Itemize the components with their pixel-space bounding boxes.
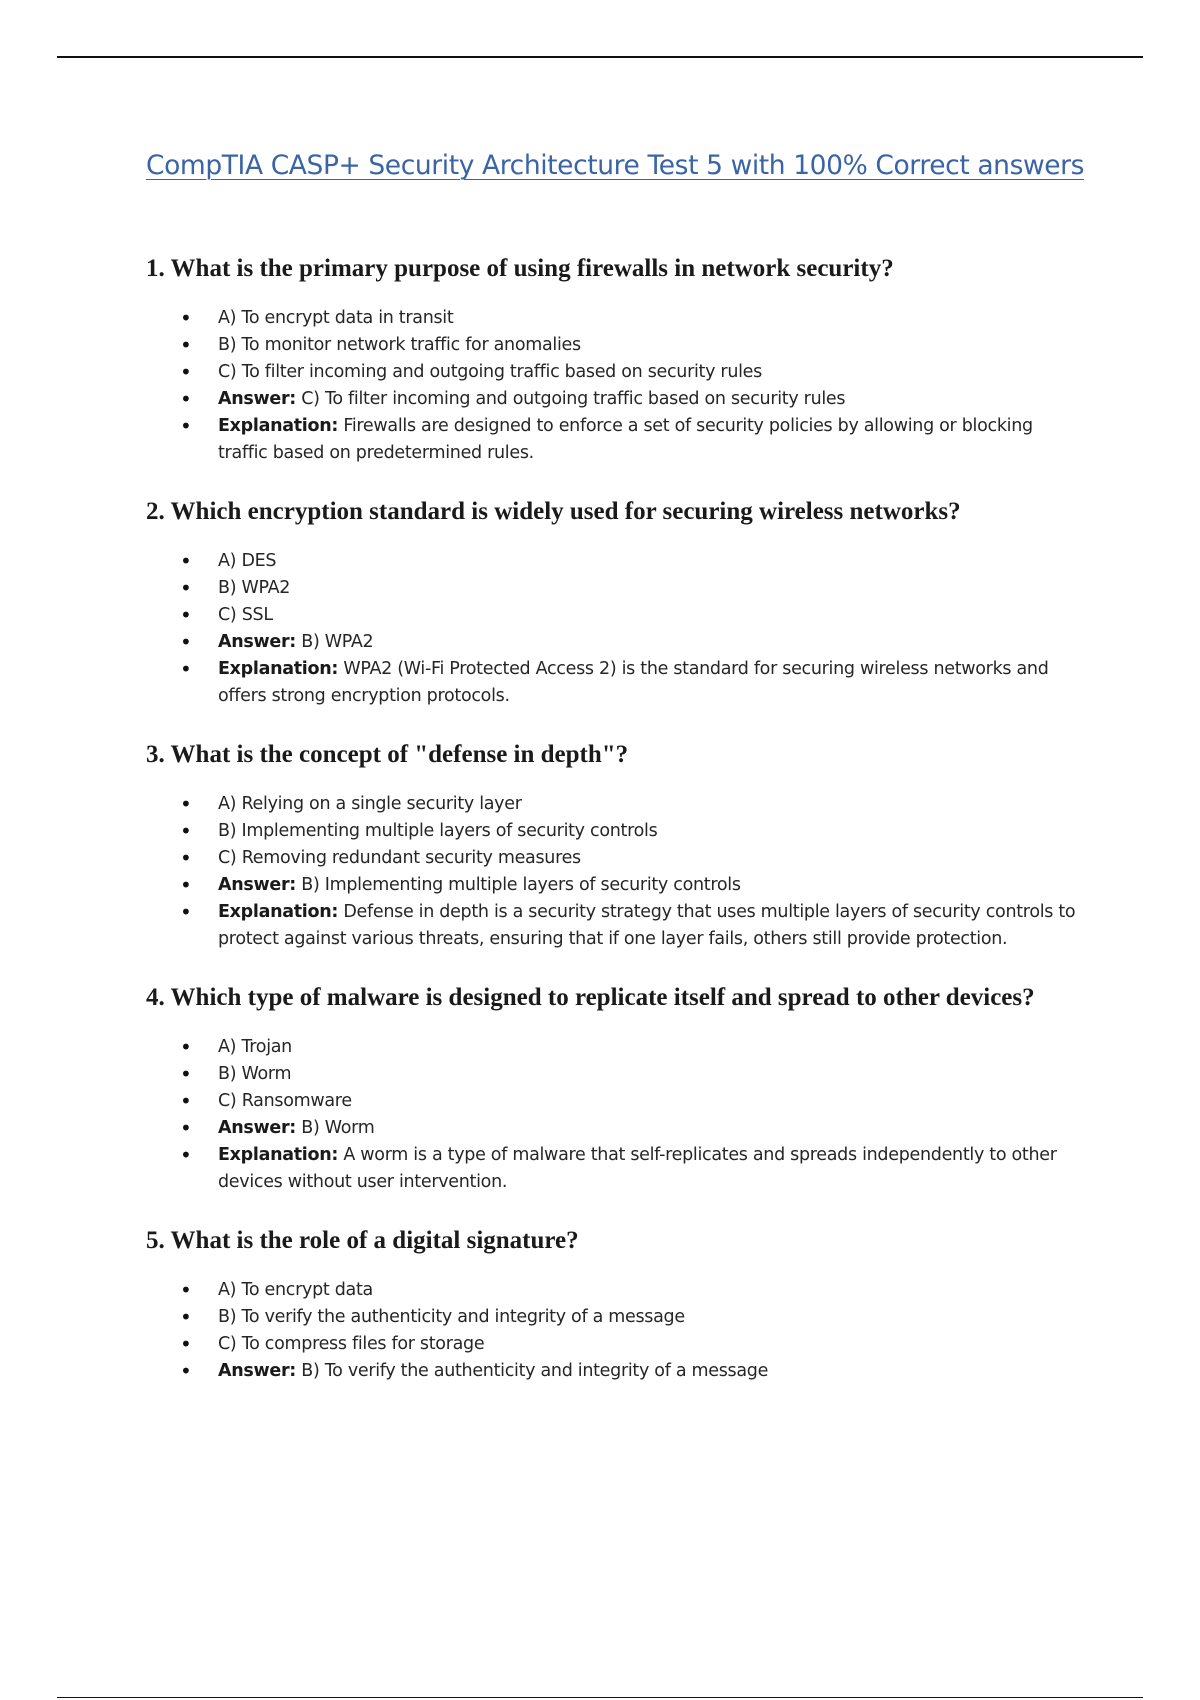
bullet-icon: •	[180, 1332, 192, 1356]
answer-text: B) WPA2	[301, 632, 374, 652]
bullet-icon: •	[180, 873, 192, 897]
option-text: A) Trojan	[218, 1037, 292, 1057]
bullet-icon: •	[180, 549, 192, 573]
explanation-label: Explanation:	[218, 1145, 339, 1165]
answer-item	[146, 1115, 1086, 1142]
answer-label: Answer:	[218, 632, 296, 652]
footer-rule	[57, 1697, 1143, 1698]
explanation-text: A worm is a type of malware that self-replicates and spreads independently to other devices without user intervention.	[218, 1145, 1057, 1192]
option-a	[146, 1277, 1086, 1304]
option-c	[146, 359, 1086, 386]
explanation-text: WPA2 (Wi-Fi Protected Access 2) is the standard for securing wireless networks and offers strong encryption protocols.	[218, 659, 1049, 706]
bullet-icon: •	[180, 819, 192, 843]
bullet-icon: •	[180, 333, 192, 357]
explanation-item	[146, 1142, 1086, 1196]
bullet-icon: •	[180, 387, 192, 411]
explanation-label: Explanation:	[218, 416, 339, 436]
option-a	[146, 1034, 1086, 1061]
answer-text: B) Implementing multiple layers of security controls	[301, 875, 741, 895]
question-1	[146, 252, 1086, 467]
option-text: B) Worm	[218, 1064, 292, 1084]
bullet-icon: •	[180, 792, 192, 816]
question-heading: 2. Which encryption standard is widely used for securing wireless networks?	[146, 498, 961, 525]
option-text: A) To encrypt data	[218, 1280, 373, 1300]
option-c	[146, 1088, 1086, 1115]
explanation-label: Explanation:	[218, 659, 339, 679]
option-text: C) SSL	[218, 605, 273, 625]
option-text: B) To verify the authenticity and integrity of a message	[218, 1307, 685, 1327]
answer-label: Answer:	[218, 1118, 296, 1138]
option-text: B) To monitor network traffic for anomalies	[218, 335, 581, 355]
question-list	[146, 548, 1086, 710]
question-list	[146, 791, 1086, 953]
question-3	[146, 738, 1086, 953]
bullet-icon: •	[180, 1116, 192, 1140]
answer-text: B) Worm	[301, 1118, 375, 1138]
question-4	[146, 981, 1086, 1196]
bullet-icon: •	[180, 306, 192, 330]
header-rule	[57, 56, 1143, 58]
bullet-icon: •	[180, 1359, 192, 1383]
bullet-icon: •	[180, 900, 192, 924]
bullet-icon: •	[180, 846, 192, 870]
answer-label: Answer:	[218, 875, 296, 895]
option-b	[146, 332, 1086, 359]
option-text: B) Implementing multiple layers of security controls	[218, 821, 658, 841]
question-list	[146, 305, 1086, 467]
bullet-icon: •	[180, 1305, 192, 1329]
explanation-text: Defense in depth is a security strategy that uses multiple layers of security controls to protect against various threats, ensuring that if one layer fails, others still provide protection.	[218, 902, 1076, 949]
option-a	[146, 791, 1086, 818]
question-list	[146, 1277, 1086, 1385]
option-c	[146, 845, 1086, 872]
option-text: A) DES	[218, 551, 277, 571]
bullet-icon: •	[180, 1089, 192, 1113]
bullet-icon: •	[180, 360, 192, 384]
bullet-icon: •	[180, 576, 192, 600]
question-list	[146, 1034, 1086, 1196]
explanation-text: Firewalls are designed to enforce a set of security policies by allowing or blocking traffic based on predetermined rules.	[218, 416, 1033, 463]
option-text: A) Relying on a single security layer	[218, 794, 522, 814]
answer-label: Answer:	[218, 389, 296, 409]
document-body	[146, 148, 1086, 1385]
answer-label: Answer:	[218, 1361, 296, 1381]
answer-text: B) To verify the authenticity and integrity of a message	[301, 1361, 769, 1381]
bullet-icon: •	[180, 1035, 192, 1059]
option-b	[146, 1304, 1086, 1331]
option-text: C) Removing redundant security measures	[218, 848, 581, 868]
answer-item	[146, 629, 1086, 656]
option-c	[146, 1331, 1086, 1358]
bullet-icon: •	[180, 1062, 192, 1086]
question-heading: 3. What is the concept of "defense in depth"?	[146, 741, 629, 768]
answer-item	[146, 1358, 1086, 1385]
option-a	[146, 548, 1086, 575]
option-b	[146, 818, 1086, 845]
option-text: C) To compress files for storage	[218, 1334, 485, 1354]
explanation-label: Explanation:	[218, 902, 339, 922]
option-text: C) To filter incoming and outgoing traffic based on security rules	[218, 362, 762, 382]
document-title: CompTIA CASP+ Security Architecture Test 5 with 100% Correct answers	[146, 150, 1085, 181]
explanation-item	[146, 413, 1086, 467]
bullet-icon: •	[180, 414, 192, 438]
option-b	[146, 575, 1086, 602]
question-5	[146, 1224, 1086, 1385]
option-text: C) Ransomware	[218, 1091, 352, 1111]
question-heading: 5. What is the role of a digital signature?	[146, 1227, 579, 1254]
answer-text: C) To filter incoming and outgoing traffic based on security rules	[301, 389, 846, 409]
question-heading: 1. What is the primary purpose of using firewalls in network security?	[146, 255, 894, 282]
explanation-item	[146, 899, 1086, 953]
explanation-item	[146, 656, 1086, 710]
bullet-icon: •	[180, 1278, 192, 1302]
bullet-icon: •	[180, 1143, 192, 1167]
bullet-icon: •	[180, 657, 192, 681]
option-text: B) WPA2	[218, 578, 291, 598]
option-b	[146, 1061, 1086, 1088]
bullet-icon: •	[180, 630, 192, 654]
bullet-icon: •	[180, 603, 192, 627]
question-2	[146, 495, 1086, 710]
answer-item	[146, 872, 1086, 899]
question-heading: 4. Which type of malware is designed to replicate itself and spread to other devices?	[146, 984, 1035, 1011]
option-a	[146, 305, 1086, 332]
answer-item	[146, 386, 1086, 413]
option-c	[146, 602, 1086, 629]
option-text: A) To encrypt data in transit	[218, 308, 454, 328]
